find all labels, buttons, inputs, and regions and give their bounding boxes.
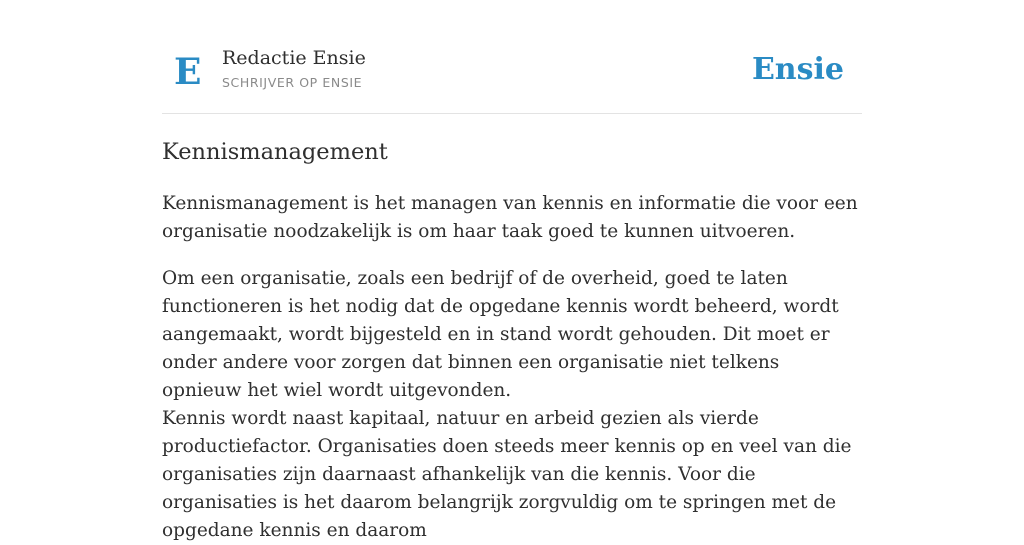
paragraph-third: Kennis wordt naast kapitaal, natuur en arbeid gezien als vierde productiefactor. Organisaties doen steeds meer kennis op en veel van die organisaties zijn daarnaast afhankelijk van die kennis. Voor die organisaties is het daarom belangrijk zorgvuldig om te springen met de opgedane kennis en daarom xyxy=(162,408,852,541)
article-header xyxy=(162,0,862,114)
article-container xyxy=(162,0,862,541)
paragraph-second: Om een organisatie, zoals een bedrijf of de overheid, goed te laten functioneren is het nodig dat de opgedane kennis wordt beheerd, wordt aangemaakt, wordt bijgesteld en in stand wordt gehouden. Dit moet er onder andere voor zorgen dat binnen een organisatie niet telkens opnieuw het wiel wordt uitgevonden. xyxy=(162,268,839,401)
page-title: Kennismanagement xyxy=(162,139,388,165)
paragraph-intro: Kennismanagement is het managen van kennis en informatie die voor een organisatie noodzakelijk is om haar taak goed te kunnen uitvoeren. xyxy=(162,193,858,242)
site-logo[interactable]: Ensie xyxy=(751,52,844,87)
author-role: SCHRIJVER OP ENSIE xyxy=(222,75,363,90)
author-name[interactable]: Redactie Ensie xyxy=(222,47,366,69)
author-avatar[interactable]: E xyxy=(174,51,202,93)
